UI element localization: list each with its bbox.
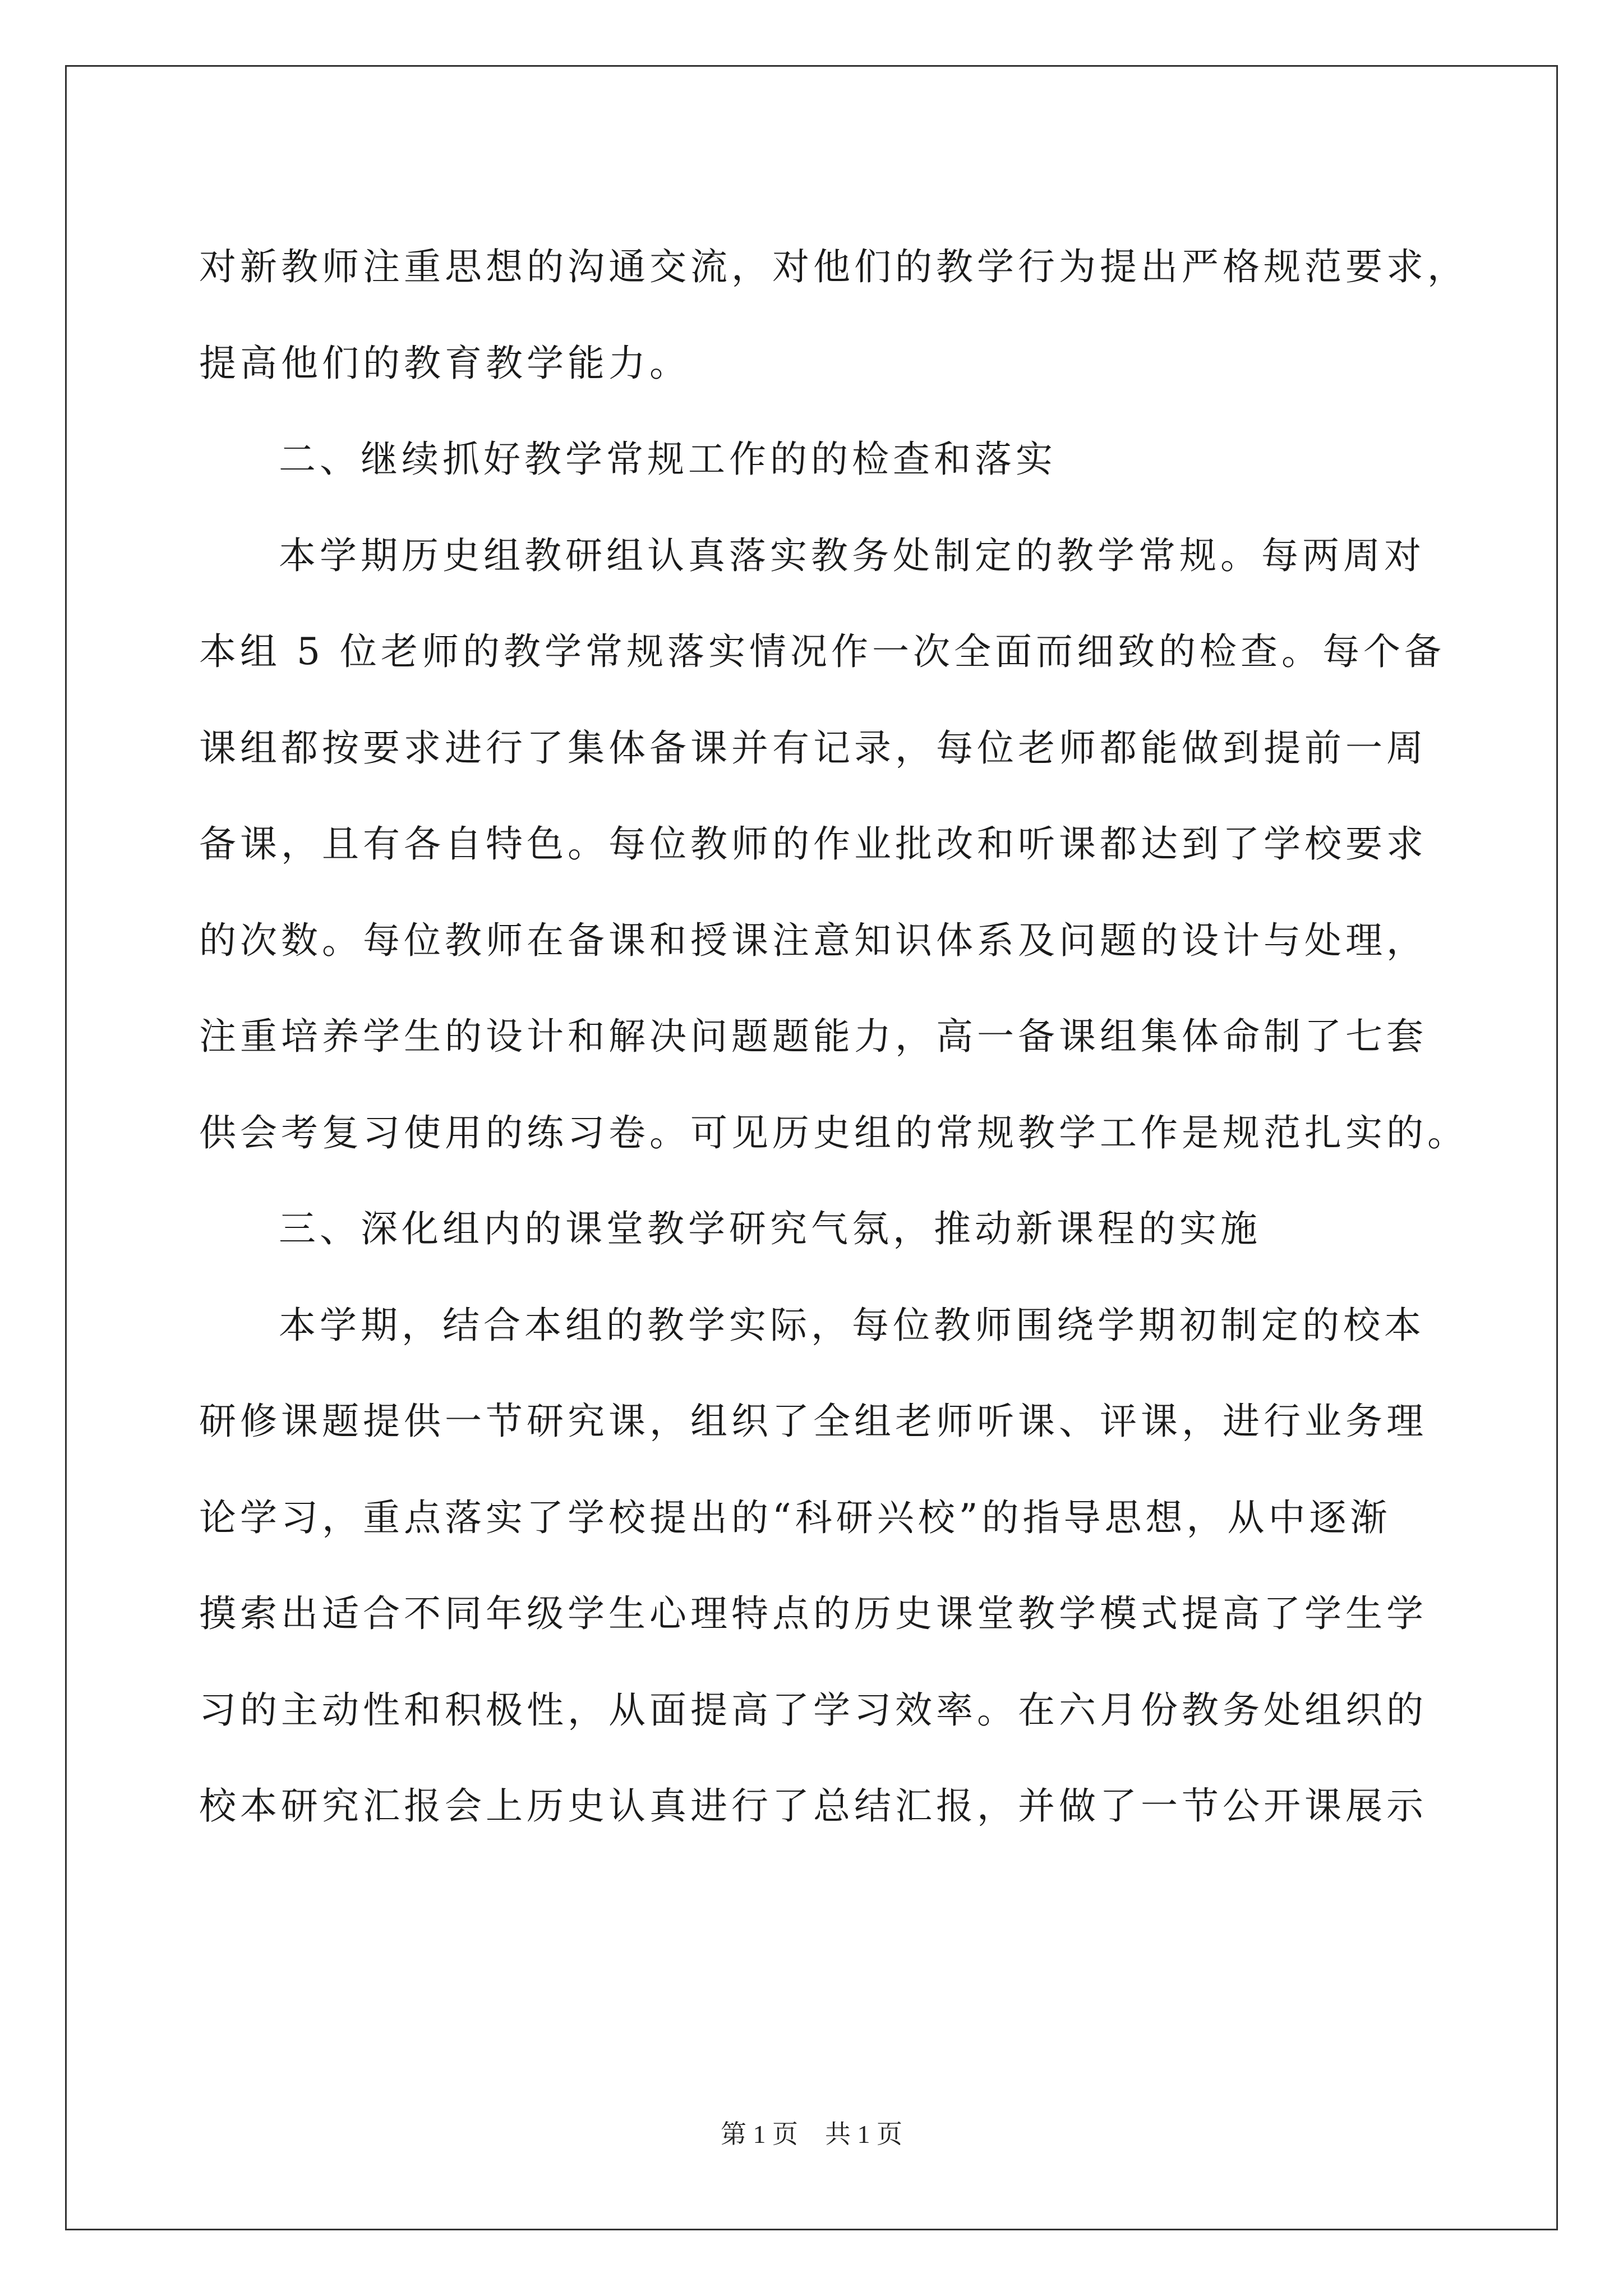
text-line: 论学习，重点落实了学校提出的“科研兴校”的指导思想，从中逐渐 [199, 1496, 1391, 1539]
text-line: 供会考复习使用的练习卷。可见历史组的常规教学工作是规范扎实的。 [199, 1111, 1468, 1154]
paragraph-start-line: 本学期历史组教研组认真落实教务处制定的教学常规。每两周对 [279, 533, 1425, 577]
text-line: 研修课题提供一节研究课，组织了全组老师听课、评课，进行业务理 [199, 1400, 1427, 1443]
text-line: 对新教师注重思想的沟通交流，对他们的教学行为提出严格规范要求， [199, 245, 1468, 288]
section-heading: 三、深化组内的课堂教学研究气氛，推动新课程的实施 [279, 1207, 1261, 1250]
text-line: 提高他们的教育教学能力。 [199, 341, 690, 385]
text-line: 本组 5 位老师的教学常规落实情况作一次全面而细致的检查。每个备 [199, 630, 1445, 673]
page-number: 第 1 页 [721, 2120, 798, 2148]
text-line: 习的主动性和积极性，从面提高了学习效率。在六月份教务处组织的 [199, 1688, 1427, 1732]
text-line: 校本研究汇报会上历史认真进行了总结汇报，并做了一节公开课展示 [199, 1784, 1427, 1828]
document-body [199, 219, 1468, 1855]
page-total: 共 1 页 [825, 2120, 902, 2148]
text-line: 摸索出适合不同年级学生心理特点的历史课堂教学模式提高了学生学 [199, 1592, 1427, 1635]
text-line: 注重培养学生的设计和解决问题题能力，高一备课组集体命制了七套 [199, 1015, 1427, 1058]
paragraph-start-line: 本学期，结合本组的教学实际，每位教师围绕学期初制定的校本 [279, 1303, 1425, 1347]
page-footer [0, 2114, 1623, 2151]
text-line: 备课，且有各自特色。每位教师的作业批改和听课都达到了学校要求 [199, 822, 1427, 866]
section-heading: 二、继续抓好教学常规工作的的检查和落实 [279, 438, 1057, 481]
text-line: 课组都按要求进行了集体备课并有记录，每位老师都能做到提前一周 [199, 726, 1427, 770]
text-line: 的次数。每位教师在备课和授课注意知识体系及问题的设计与处理， [199, 918, 1427, 962]
